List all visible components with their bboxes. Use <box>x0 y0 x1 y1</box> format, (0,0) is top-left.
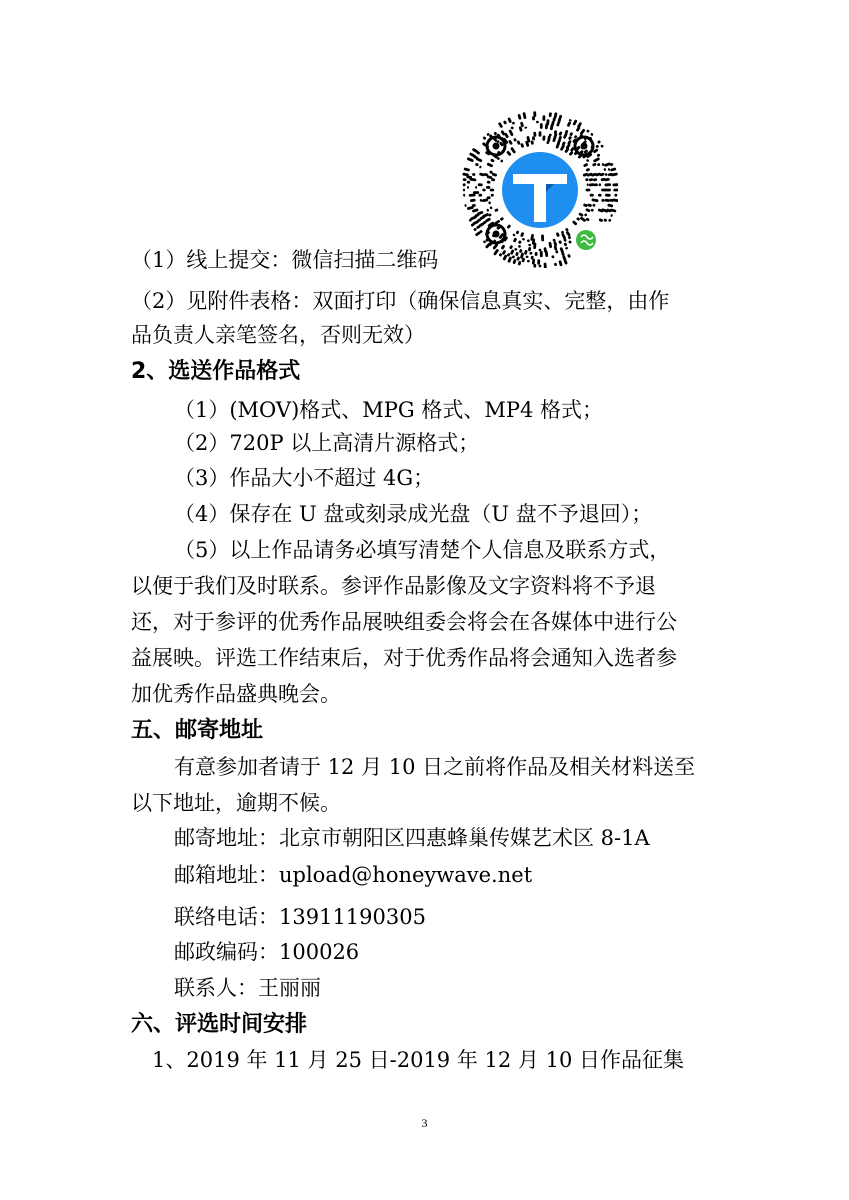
schedule-item-1: 1、2019 年 11 月 25 日-2019 年 12 月 10 日作品征集 <box>152 1048 684 1072</box>
format-item-4: （4）保存在 U 盘或刻录成光盘（U 盘不予退回）； <box>174 502 653 526</box>
format-item-3: （3）作品大小不超过 4G； <box>174 466 435 490</box>
format-paragraph-line-2: 还，对于参评的优秀作品展映组委会将会在各媒体中进行公 <box>131 610 677 634</box>
section-heading-format: 2、选送作品格式 <box>131 359 301 384</box>
page-number: 3 <box>421 1116 428 1130</box>
format-item-1: （1）(MOV)格式、MPG 格式、MP4 格式； <box>174 398 604 422</box>
format-paragraph-line-1: 以便于我们及时联系。参评作品影像及文字资料将不予退 <box>131 574 656 598</box>
format-paragraph-line-3: 益展映。评选工作结束后，对于优秀作品将会通知入选者参 <box>131 646 677 670</box>
format-item-2: （2）720P 以上高清片源格式； <box>174 431 480 455</box>
contact-person: 联系人：王丽丽 <box>174 976 321 1000</box>
mini-program-qr-code <box>462 110 618 268</box>
format-paragraph-line-4: 加优秀作品盛典晚会。 <box>131 682 341 706</box>
mailing-paragraph-line-1: 有意参加者请于 12 月 10 日之前将作品及相关材料送至 <box>174 755 696 779</box>
postal-code: 邮政编码：100026 <box>174 940 360 964</box>
mailing-paragraph-line-2: 以下地址，逾期不候。 <box>131 791 341 815</box>
contact-phone: 联络电话：13911190305 <box>174 905 426 929</box>
submit-form-line: （2）见附件表格：双面打印（确保信息真实、完整，由作 <box>131 289 670 313</box>
submit-online-line: （1）线上提交：微信扫描二维码 <box>131 248 439 272</box>
mailing-address: 邮寄地址：北京市朝阳区四惠蜂巢传媒艺术区 8-1A <box>174 826 650 850</box>
section-heading-mailing: 五、邮寄地址 <box>131 718 264 743</box>
format-item-5: （5）以上作品请务必填写清楚个人信息及联系方式， <box>174 538 671 562</box>
section-heading-schedule: 六、评选时间安排 <box>131 1012 308 1037</box>
submit-form-line-cont: 品负责人亲笔签名，否则无效） <box>131 323 425 347</box>
email-address: 邮箱地址：upload@honeywave.net <box>174 863 533 887</box>
